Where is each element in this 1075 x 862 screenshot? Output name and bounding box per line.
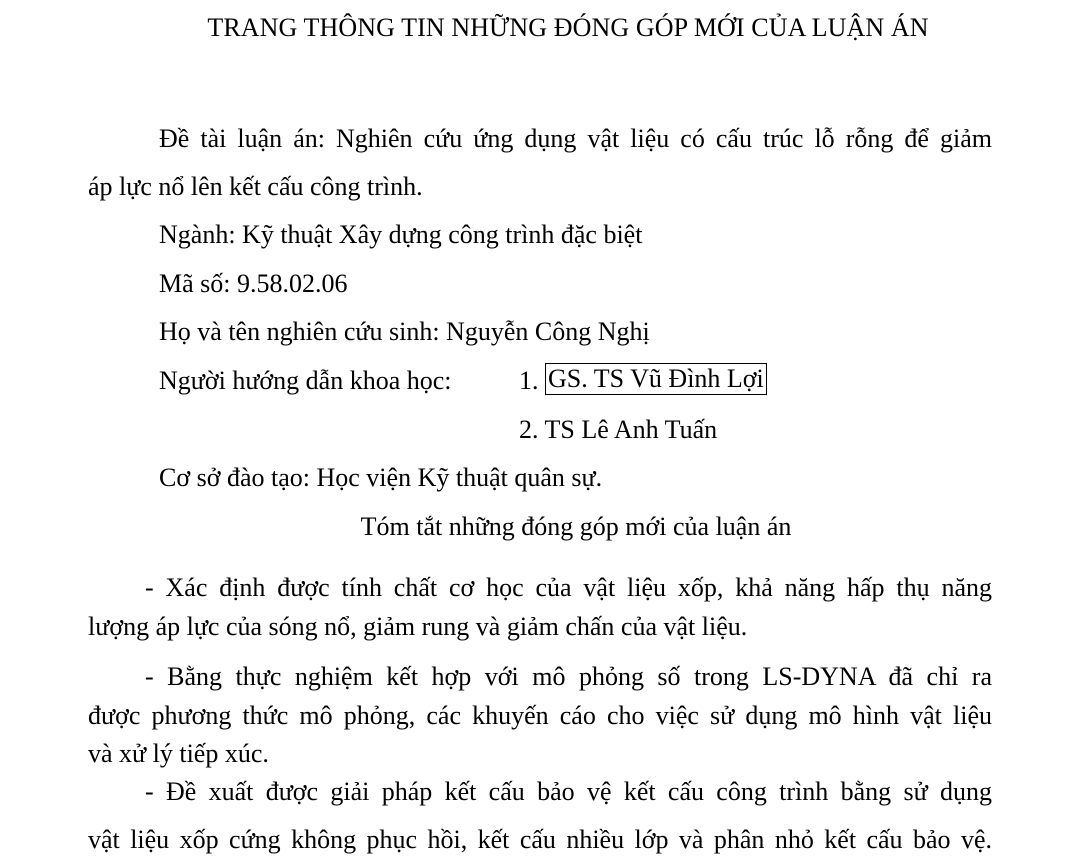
summary-heading: Tóm tắt những đóng góp mới của luận án (360, 512, 792, 541)
advisor-1-number: 1. (519, 366, 539, 395)
major-field: Ngành: Kỹ thuật Xây dựng công trình đặc biệt (159, 220, 643, 249)
contribution-2-line-1: - Bằng thực nghiệm kết hợp với mô phỏng số trong LS-DYNA đã chỉ ra (145, 662, 992, 691)
thesis-topic-line-1: Đề tài luận án: Nghiên cứu ứng dụng vật liệu có cấu trúc lỗ rỗng để giảm (159, 124, 992, 153)
contribution-1-line-2: lượng áp lực của sóng nổ, giảm rung và giảm chấn của vật liệu. (88, 612, 748, 641)
student-field: Họ và tên nghiên cứu sinh: Nguyễn Công Nghị (159, 317, 650, 346)
thesis-topic-line-2: áp lực nổ lên kết cấu công trình. (88, 172, 423, 201)
contribution-2-line-2: được phương thức mô phỏng, các khuyến cáo cho việc sử dụng mô hình vật liệu (88, 701, 992, 730)
advisor-1-box[interactable] (545, 363, 767, 395)
advisor-2: 2. TS Lê Anh Tuấn (519, 415, 718, 444)
code-field: Mã số: 9.58.02.06 (159, 269, 348, 298)
contribution-2-line-3: và xử lý tiếp xúc. (88, 739, 269, 768)
contribution-3-line-1: - Đề xuất được giải pháp kết cấu bảo vệ kết cấu công trình bằng sử dụng (145, 777, 992, 806)
contribution-1-line-1: - Xác định được tính chất cơ học của vật liệu xốp, khả năng hấp thụ năng (145, 573, 992, 602)
advisor-label: Người hướng dẫn khoa học: (159, 366, 452, 395)
advisor-1-name: GS. TS Vũ Đình Lợi (545, 363, 767, 395)
institution-field: Cơ sở đào tạo: Học viện Kỹ thuật quân sự. (159, 463, 603, 492)
contribution-3-line-2: vật liệu xốp cứng không phục hồi, kết cấu nhiều lớp và phân nhỏ kết cấu bảo vệ. (88, 825, 992, 854)
page-title: TRANG THÔNG TIN NHỮNG ĐÓNG GÓP MỚI CỦA LUẬN ÁN (207, 13, 929, 42)
